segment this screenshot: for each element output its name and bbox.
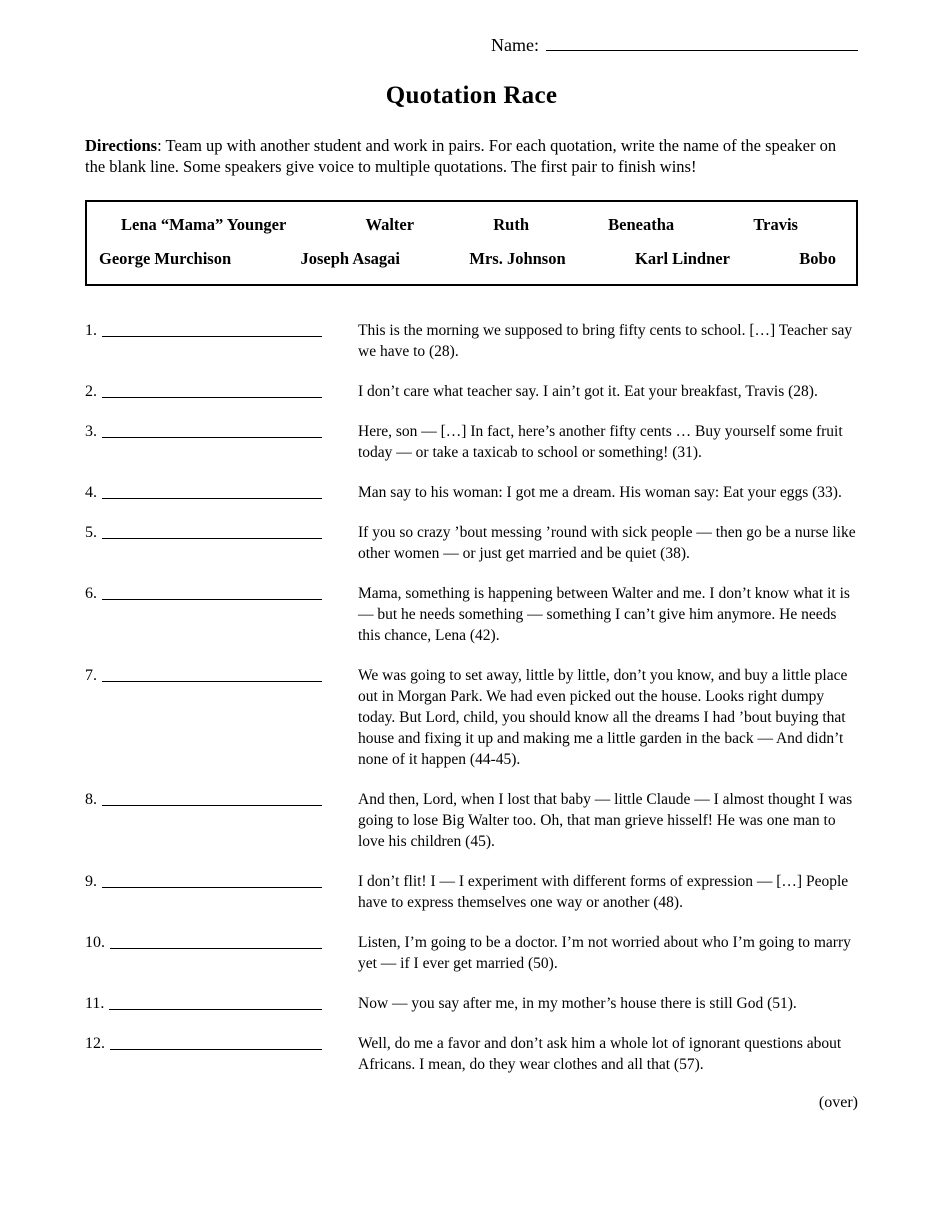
quotation-text: I don’t care what teacher say. I ain’t got it. Eat your breakfast, Travis (28). — [358, 383, 818, 400]
quotation-text: Now — you say after me, in my mother’s house there is still God (51). — [358, 995, 797, 1012]
name-label: Name: — [491, 35, 539, 55]
quotation-text: This is the morning we supposed to bring fifty cents to school. […] Teacher say we have to (28). — [358, 322, 853, 360]
character-name: Karl Lindner — [635, 249, 730, 268]
character-name: Walter — [365, 215, 415, 234]
item-number: 7. — [85, 667, 97, 684]
answer-area — [85, 381, 358, 402]
character-name: Beneatha — [608, 215, 675, 234]
item-number: 4. — [85, 484, 97, 501]
answer-blank-line — [102, 381, 322, 398]
item-number: 6. — [85, 585, 97, 602]
item-number: 9. — [85, 873, 97, 890]
directions-paragraph — [85, 135, 858, 177]
quotation-text: Mama, something is happening between Walter and me. I don’t know what it is — but he needs something — something I can’t give him anymore. He needs this chance, Lena (42). — [358, 585, 850, 644]
answer-area — [85, 789, 358, 810]
answer-blank-line — [110, 1033, 322, 1050]
quotation-text: I don’t flit! I — I experiment with different forms of expression — […] People have to express themselves one way or another (48). — [358, 873, 849, 911]
quotation-item — [85, 381, 858, 402]
quotation-list — [85, 320, 858, 1075]
quotation-item — [85, 482, 858, 503]
quotation-text: And then, Lord, when I lost that baby — little Claude — I almost thought I was going to lose Big Walter too. Oh, that man grieve hisself! He was one man to love his children (45). — [358, 791, 853, 850]
character-name: George Murchison — [99, 249, 232, 268]
quotation-item — [85, 320, 858, 362]
answer-area — [85, 320, 358, 341]
answer-area — [85, 482, 358, 503]
answer-blank-line — [102, 665, 322, 682]
answer-area — [85, 665, 358, 686]
quotation-item — [85, 522, 858, 564]
answer-blank-line — [102, 789, 322, 806]
quotation-text: Listen, I’m going to be a doctor. I’m not worried about who I’m going to marry yet — if I ever get married (50). — [358, 934, 851, 972]
item-number: 10. — [85, 934, 105, 951]
answer-blank-line — [102, 522, 322, 539]
quotation-text: We was going to set away, little by little, don’t you know, and buy a little place out in Morgan Park. We had even picked out the house. Looks right dumpy today. But Lord, child, you should know all the dreams I had ’bout buying that house and fixing it up and making me a little garden in the back — And didn’t none of it happen (44-45). — [358, 667, 848, 768]
answer-area — [85, 583, 358, 604]
answer-area — [85, 421, 358, 442]
answer-area — [85, 1033, 358, 1054]
quotation-item — [85, 789, 858, 852]
name-row — [85, 32, 858, 56]
answer-area — [85, 871, 358, 892]
character-name: Mrs. Johnson — [469, 249, 566, 268]
directions-label: Directions — [85, 136, 158, 155]
character-name: Ruth — [493, 215, 529, 234]
over-label: (over) — [818, 1094, 858, 1111]
item-number: 11. — [85, 995, 105, 1012]
character-name: Travis — [753, 215, 798, 234]
answer-blank-line — [102, 320, 322, 337]
item-number: 3. — [85, 423, 97, 440]
item-number: 12. — [85, 1035, 105, 1052]
item-number: 8. — [85, 791, 97, 808]
quotation-item — [85, 871, 858, 913]
quotation-item — [85, 665, 858, 770]
page-title: Quotation Race — [385, 82, 558, 109]
answer-blank-line — [102, 583, 322, 600]
quotation-text: Well, do me a favor and don’t ask him a whole lot of ignorant questions about Africans. I mean, do they wear clothes and all that (57). — [358, 1035, 842, 1073]
name-bank-box — [85, 200, 858, 286]
quotation-text: If you so crazy ’bout messing ’round with sick people — then go be a nurse like other women — or just get married and be quiet (38). — [358, 524, 856, 562]
item-number: 5. — [85, 524, 97, 541]
quotation-text: Man say to his woman: I got me a dream. His woman say: Eat your eggs (33). — [358, 484, 842, 501]
item-number: 2. — [85, 383, 97, 400]
directions-text: : Team up with another student and work in pairs. For each quotation, write the name of the speaker on the blank line. Some speakers give voice to multiple quotations. The first pair to finish wins! — [85, 136, 837, 176]
answer-area — [85, 993, 358, 1014]
character-name: Bobo — [799, 249, 836, 268]
item-number: 1. — [85, 322, 97, 339]
quotation-text: Here, son — […] In fact, here’s another fifty cents … Buy yourself some fruit today — or take a taxicab to school or something! (31). — [358, 423, 843, 461]
name-bank-row-2 — [99, 249, 836, 269]
answer-blank-line — [102, 421, 322, 438]
answer-area — [85, 932, 358, 953]
answer-blank-line — [110, 932, 322, 949]
quotation-item — [85, 932, 858, 974]
quotation-item — [85, 421, 858, 463]
name-blank-line — [546, 32, 858, 51]
quotation-item — [85, 1033, 858, 1075]
answer-area — [85, 522, 358, 543]
name-bank-row-1 — [99, 215, 836, 235]
quotation-item — [85, 993, 858, 1014]
character-name: Joseph Asagai — [300, 249, 400, 268]
answer-blank-line — [109, 993, 322, 1010]
answer-blank-line — [102, 482, 322, 499]
character-name: Lena “Mama” Younger — [121, 215, 287, 234]
quotation-item — [85, 583, 858, 646]
answer-blank-line — [102, 871, 322, 888]
